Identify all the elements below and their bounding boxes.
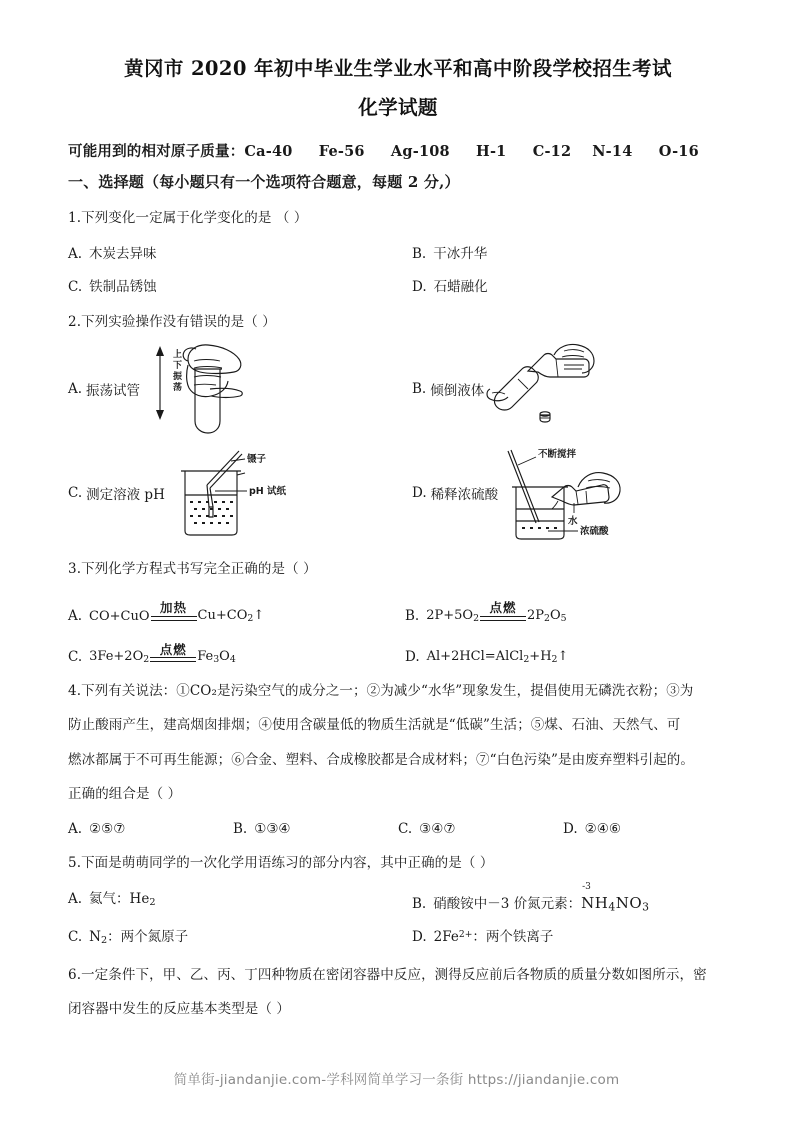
equation-plain: $Al+2HCl=AlCl_2+H_2↑$ bbox=[426, 649, 569, 666]
option-label: B. bbox=[233, 821, 248, 838]
question-5-option-c[interactable] bbox=[68, 927, 398, 949]
reaction-condition bbox=[480, 601, 526, 622]
equation-right: $Fe_3O_4$ bbox=[197, 649, 236, 666]
question-3-options-row-2 bbox=[68, 641, 728, 666]
equation-left: CO+CuO bbox=[89, 608, 150, 624]
svg-text:水: 水 bbox=[568, 516, 578, 528]
option-label: D. bbox=[412, 279, 427, 296]
option-text: 稀释浓硫酸 bbox=[430, 487, 499, 504]
option-text: 石蜡融化 bbox=[433, 279, 488, 296]
option-label: A. bbox=[68, 890, 83, 907]
question-4-option-a[interactable] bbox=[68, 821, 233, 837]
option-text: 干冰升华 bbox=[433, 245, 488, 262]
question-4-option-d[interactable] bbox=[563, 821, 728, 837]
option-label: B. bbox=[405, 607, 420, 624]
question-2-stem: 2.下列实验操作没有错误的是（ ） bbox=[68, 313, 276, 330]
question-5-option-d[interactable] bbox=[398, 927, 728, 949]
option-label: B. bbox=[412, 245, 427, 262]
option-text: 振荡试管 bbox=[86, 383, 141, 400]
question-3-option-b[interactable] bbox=[391, 602, 728, 623]
option-label: D. bbox=[563, 821, 578, 838]
svg-text:浓硫酸: 浓硫酸 bbox=[580, 526, 609, 538]
question-2-option-d[interactable] bbox=[398, 443, 728, 543]
page-title: 黄冈市 2020 年初中毕业生学业水平和高中阶段学校招生考试 bbox=[124, 57, 672, 80]
question-1-stem: 1.下列变化一定属于化学变化的是 （ ） bbox=[68, 210, 308, 227]
svg-text:镊子: 镊子 bbox=[246, 454, 266, 466]
chemical-equation bbox=[426, 602, 566, 623]
svg-text:振: 振 bbox=[173, 372, 183, 383]
question-6-stem-line-1: 6.一定条件下，甲、乙、丙、丁四种物质在密闭容器中反应，测得反应前后各物质的质量分数如图所示，密 bbox=[68, 966, 707, 983]
question-3-option-a[interactable] bbox=[68, 602, 391, 623]
reaction-condition bbox=[151, 601, 197, 622]
hand-shaking-test-tube-icon bbox=[144, 341, 256, 437]
option-label: C. bbox=[68, 279, 83, 296]
question-5-option-b[interactable] bbox=[398, 881, 728, 916]
pouring-liquid-into-test-tube-icon bbox=[488, 341, 608, 437]
svg-text:不断搅拌: 不断搅拌 bbox=[538, 449, 577, 461]
chemical-equation bbox=[89, 641, 236, 666]
question-5-options-row-2 bbox=[68, 927, 728, 949]
beaker-ph-paper-tweezers-icon bbox=[169, 445, 305, 541]
option-label: B. bbox=[412, 381, 427, 398]
question-4-options bbox=[68, 821, 728, 837]
option-label: C. bbox=[68, 929, 83, 946]
question-2-option-c[interactable] bbox=[68, 443, 398, 543]
atomic-mass-line: 可能用到的相对原子质量：Ca-40 Fe-56 Ag-108 H-1 C-12 N-14 O-16 bbox=[68, 143, 699, 161]
equation-arrow-icon bbox=[480, 616, 526, 621]
option-text: ①③④ bbox=[254, 821, 291, 838]
question-4-option-c[interactable] bbox=[398, 821, 563, 837]
option-label: D. bbox=[412, 929, 427, 946]
question-5-option-a[interactable] bbox=[68, 889, 398, 916]
question-1-options-row-2 bbox=[68, 277, 728, 299]
question-4-stem-line-2: 防止酸雨产生，建高烟囱排烟；④使用含碳量低的物质生活就是“低碳”生活；⑤煤、石油、天然气、可 bbox=[68, 717, 681, 734]
svg-text:荡: 荡 bbox=[173, 383, 183, 394]
option-label: A. bbox=[68, 607, 83, 624]
question-2-figures-row-2 bbox=[68, 443, 728, 543]
question-1-option-a[interactable] bbox=[68, 244, 398, 266]
option-text: 硝酸铵中－3 价氮元素： bbox=[433, 895, 582, 912]
nitrogen-valence-formula bbox=[581, 881, 650, 916]
equation-left: $3Fe+2O_2$ bbox=[89, 649, 150, 666]
question-3-options-row-1 bbox=[68, 602, 728, 623]
option-text: $N_2$：两个氮原子 bbox=[89, 929, 189, 947]
chemical-equation bbox=[427, 649, 569, 665]
question-3-option-c[interactable] bbox=[68, 641, 391, 666]
option-text: ②⑤⑦ bbox=[89, 821, 126, 838]
formula-body: $NH_4NO_3$ bbox=[581, 893, 650, 914]
option-label: C. bbox=[68, 649, 83, 666]
reaction-condition bbox=[150, 643, 196, 664]
question-5-stem: 5.下面是萌萌同学的一次化学用语练习的部分内容，其中正确的是（ ） bbox=[68, 855, 494, 872]
option-text: ③④⑦ bbox=[419, 821, 456, 838]
question-3-option-d[interactable] bbox=[391, 644, 728, 665]
footer-watermark: 简单街-jiandanjie.com-学科网简单学习一条街 https://jiandanjie.com bbox=[173, 1072, 620, 1088]
option-text: $2Fe^{2+}$：两个铁离子 bbox=[433, 929, 554, 946]
option-label: C. bbox=[68, 485, 83, 502]
question-1-options-row-1 bbox=[68, 244, 728, 266]
svg-text:pH 试纸: pH 试纸 bbox=[248, 486, 286, 498]
option-text: ②④⑥ bbox=[584, 821, 621, 838]
equation-right: $Cu+CO_2↑$ bbox=[197, 607, 265, 624]
equation-right: $2P_2O_5$ bbox=[527, 607, 567, 624]
question-6-stem-line-2: 闭容器中发生的反应基本类型是（ ） bbox=[68, 1001, 290, 1018]
question-2-figures-row-1 bbox=[68, 341, 728, 437]
question-4-stem-line-1: 4.下列有关说法：①CO₂是污染空气的成分之一；②为减少“水华”现象发生，提倡使用无磷洗衣粉；③为 bbox=[68, 683, 694, 700]
question-2-option-a[interactable] bbox=[68, 341, 398, 437]
question-5-options-row-1 bbox=[68, 881, 728, 916]
page-content bbox=[68, 54, 728, 1023]
equation-arrow-icon bbox=[150, 657, 196, 662]
question-1-option-c[interactable] bbox=[68, 277, 398, 299]
condition-label: 加热 bbox=[160, 600, 188, 616]
option-text: 铁制品锈蚀 bbox=[89, 279, 157, 296]
condition-label: 点燃 bbox=[489, 600, 517, 616]
chemical-equation bbox=[89, 602, 264, 623]
option-label: C. bbox=[398, 821, 413, 838]
option-label: A. bbox=[68, 821, 83, 838]
question-4-stem-line-3: 燃冰都属于不可再生能源；⑥合金、塑料、合成橡胶都是合成材料；⑦“白色污染”是由废弃塑料引起的。 bbox=[68, 751, 695, 768]
question-4-option-b[interactable] bbox=[233, 821, 398, 837]
question-3-stem: 3.下列化学方程式书写完全正确的是（ ） bbox=[68, 561, 317, 578]
equation-arrow-icon bbox=[151, 616, 197, 621]
option-label: D. bbox=[412, 485, 427, 502]
question-2-option-b[interactable] bbox=[398, 341, 728, 437]
option-label: D. bbox=[405, 649, 420, 666]
section-heading: 一、选择题（每小题只有一个选项符合题意，每题 2 分,） bbox=[68, 173, 460, 192]
question-4-stem-line-4: 正确的组合是（ ） bbox=[68, 786, 182, 803]
option-text: 木炭去异味 bbox=[89, 245, 157, 262]
option-label: A. bbox=[68, 245, 83, 262]
page-subtitle: 化学试题 bbox=[358, 96, 438, 120]
option-label: A. bbox=[68, 381, 83, 398]
option-text: 氦气：$He_2$ bbox=[89, 890, 156, 908]
valence-superscript: -3 bbox=[582, 881, 591, 892]
option-text: 测定溶液 pH bbox=[86, 487, 165, 504]
diluting-concentrated-sulfuric-acid-icon bbox=[502, 443, 652, 543]
question-1-option-d[interactable] bbox=[398, 277, 728, 299]
option-label: B. bbox=[412, 895, 427, 912]
svg-text:下: 下 bbox=[173, 361, 183, 372]
question-1-option-b[interactable] bbox=[398, 244, 728, 266]
svg-text:上: 上 bbox=[173, 350, 183, 361]
option-text: 倾倒液体 bbox=[430, 383, 485, 400]
condition-label: 点燃 bbox=[159, 641, 187, 657]
equation-left: $2P+5O_2$ bbox=[426, 607, 480, 624]
